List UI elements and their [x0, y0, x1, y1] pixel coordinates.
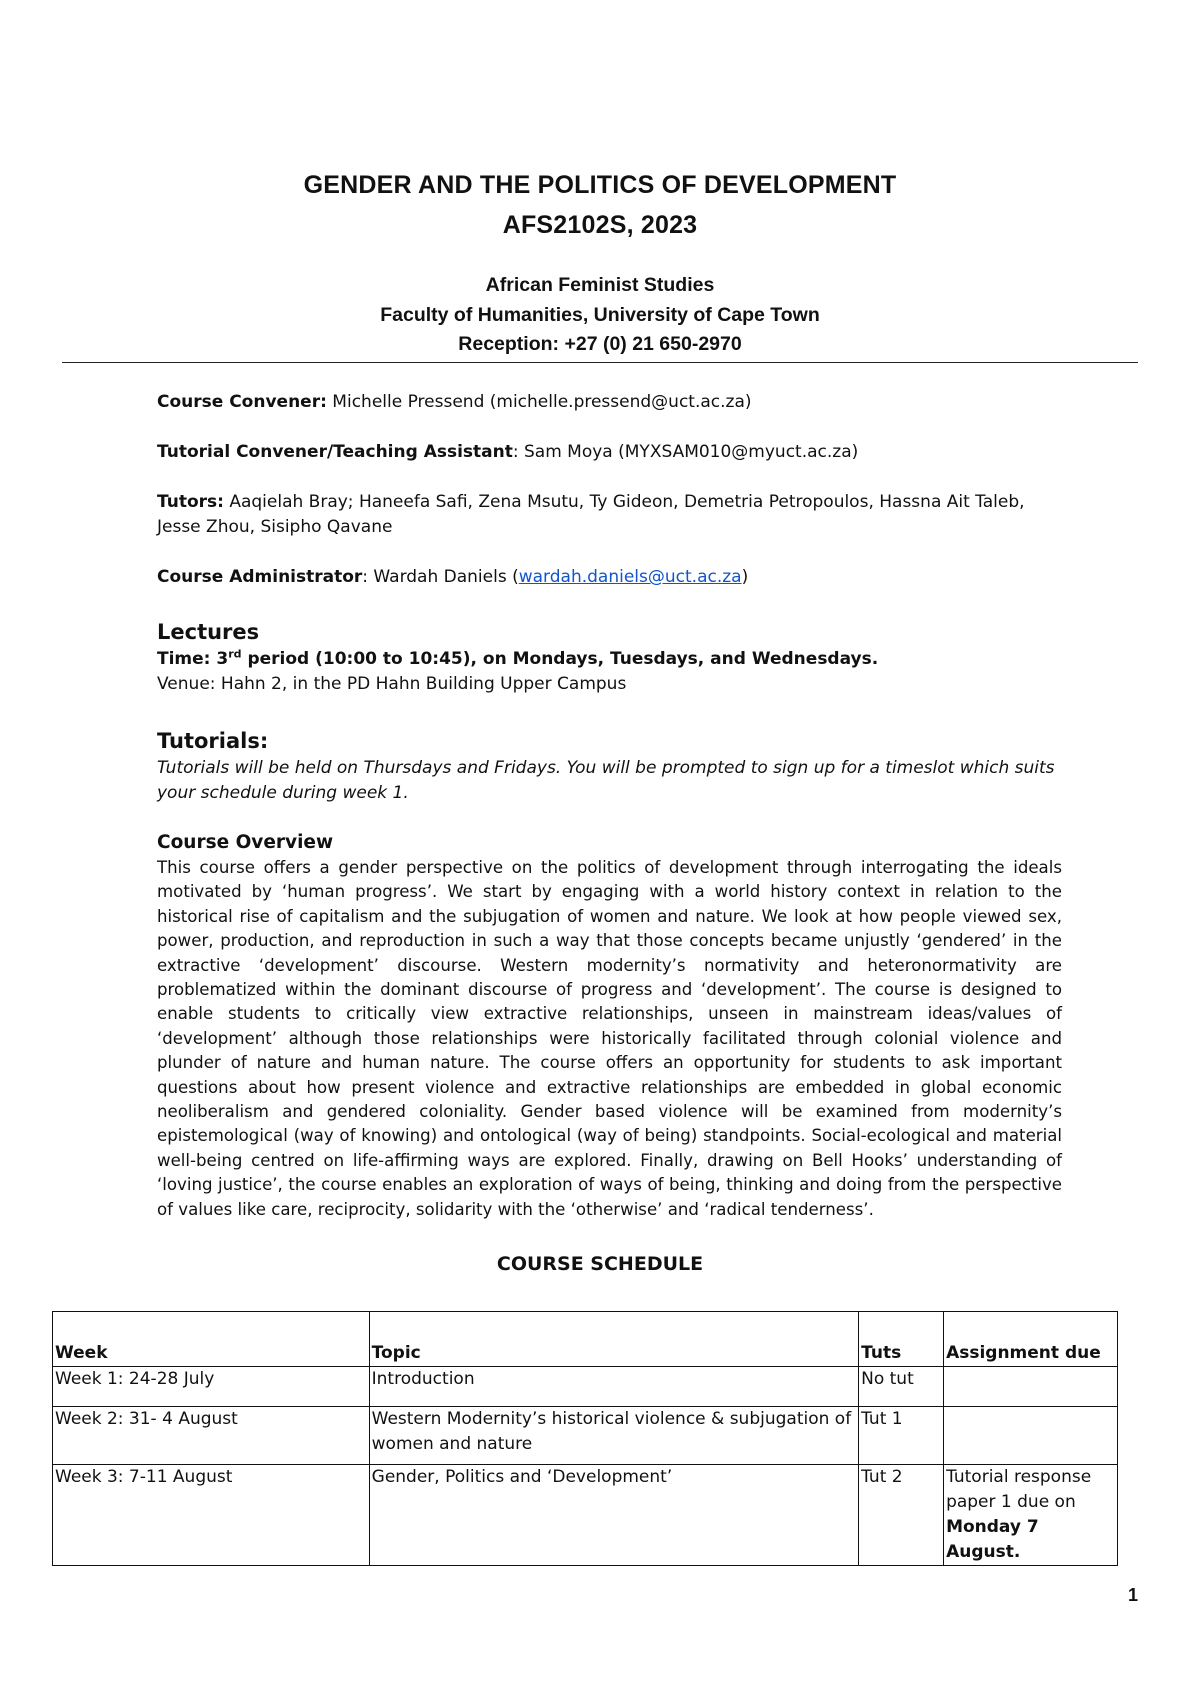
admin-email-link[interactable]: wardah.daniels@uct.ac.za	[518, 567, 742, 587]
tutors-value: Aaqielah Bray; Haneefa Safi, Zena Msutu, Ty Gideon, Demetria Petropoulos, Hassna Ait Taleb, Jesse Zhou, Sisipho Qavane	[157, 492, 1025, 537]
tutors	[157, 490, 1062, 540]
overview-text: This course offers a gender perspective on the politics of development through interrogating the ideals motivated by ‘human progress’. We start by engaging with a world history context in relation to the historical rise of capitalism and the subjugation of women and nature. We look at how people viewed sex, power, production, and reproduction in such a way that those concepts became unjustly ‘gendered’ in the extractive ‘development’ discourse. Western modernity’s normativity and heteronormativity are problematized within the dominant discourse of progress and ‘development’. The course is designed to enable students to critically view extractive relationships, unseen in mainstream ideas/values of ‘development’ although those relationships were historically facilitated through colonial violence and plunder of nature and human nature. The course offers an opportunity for students to ask important questions about how present violence and extractive relationships are embedded in global economic neoliberalism and gendered coloniality. Gender based violence will be examined from modernity’s epistemological (way of knowing) and ontological (way of being) standpoints. Social-ecological and material well-being centred on life-affirming ways are explored. Finally, drawing on Bell Hooks’ understanding of ‘loving justice’, the course enables an exploration of ways of being, thinking and doing from the perspective of values like care, reciprocity, solidarity with the ‘otherwise’ and ‘radical tenderness’.	[157, 858, 1062, 1219]
column-header-week: Week	[53, 1312, 370, 1367]
table-row	[53, 1465, 1118, 1566]
assignment-date: Monday 7 August.	[946, 1517, 1039, 1562]
lectures-heading: Lectures	[157, 620, 260, 644]
lectures-section	[157, 617, 1062, 697]
topic-cell: Gender, Politics and ‘Development’	[369, 1465, 858, 1566]
table-row	[53, 1367, 1118, 1407]
schedule-table	[52, 1311, 1118, 1566]
department-name: African Feminist Studies	[485, 274, 715, 296]
admin-value: : Wardah Daniels (	[362, 567, 519, 587]
assignment-cell	[944, 1465, 1118, 1566]
faculty-name: Faculty of Humanities, University of Cape Town	[380, 304, 820, 326]
week-cell: Week 2: 31- 4 August	[53, 1407, 370, 1465]
lectures-time-rest: period (10:00 to 10:45), on Mondays, Tuesdays, and Wednesdays.	[241, 649, 879, 669]
assignment-cell	[944, 1367, 1118, 1407]
overview-heading: Course Overview	[157, 832, 334, 853]
schedule-header-row	[53, 1312, 1118, 1367]
tuts-cell: No tut	[859, 1367, 944, 1407]
topic-cell: Introduction	[369, 1367, 858, 1407]
column-header-assignment: Assignment due	[944, 1312, 1118, 1367]
course-code: AFS2102S, 2023	[502, 211, 698, 239]
admin-close: )	[741, 567, 749, 587]
tuts-cell: Tut 2	[859, 1465, 944, 1566]
tuts-cell: Tut 1	[859, 1407, 944, 1465]
week-cell: Week 1: 24-28 July	[53, 1367, 370, 1407]
teaching-assistant	[157, 440, 1062, 465]
course-convener	[157, 390, 1062, 415]
lectures-time	[157, 647, 1062, 672]
tutorials-heading: Tutorials:	[157, 729, 269, 753]
tutorials-section	[157, 726, 1062, 806]
overview-section	[157, 830, 1062, 1222]
table-row	[53, 1407, 1118, 1465]
assignment-cell	[944, 1407, 1118, 1465]
ta-value: : Sam Moya (MYXSAM010@myuct.ac.za)	[512, 442, 859, 462]
column-header-topic: Topic	[369, 1312, 858, 1367]
topic-cell: Western Modernity’s historical violence & subjugation of women and nature	[369, 1407, 858, 1465]
schedule-heading: COURSE SCHEDULE	[496, 1253, 704, 1275]
tutors-label: Tutors:	[157, 492, 224, 512]
assignment-text: Tutorial response paper 1 due on	[946, 1467, 1092, 1512]
course-administrator	[157, 565, 1062, 590]
page-number: 1	[1128, 1585, 1139, 1605]
document-title: GENDER AND THE POLITICS OF DEVELOPMENT	[303, 171, 897, 199]
column-header-tuts: Tuts	[859, 1312, 944, 1367]
ta-label: Tutorial Convener/Teaching Assistant	[157, 442, 513, 462]
header-divider	[62, 362, 1138, 363]
week-cell: Week 3: 7-11 August	[53, 1465, 370, 1566]
lectures-time-prefix: Time: 3	[157, 649, 229, 669]
lectures-time-sup: rd	[228, 647, 242, 661]
admin-label: Course Administrator	[157, 567, 363, 587]
tutorials-text: Tutorials will be held on Thursdays and Fridays. You will be prompted to sign up for a timeslot which suits your schedule during week 1.	[157, 758, 1055, 803]
convener-value: Michelle Pressend (michelle.pressend@uct.ac.za)	[326, 392, 752, 412]
reception-phone: Reception: +27 (0) 21 650-2970	[458, 333, 742, 355]
convener-label: Course Convener:	[157, 392, 327, 412]
lectures-venue: Venue: Hahn 2, in the PD Hahn Building Upper Campus	[157, 674, 627, 694]
